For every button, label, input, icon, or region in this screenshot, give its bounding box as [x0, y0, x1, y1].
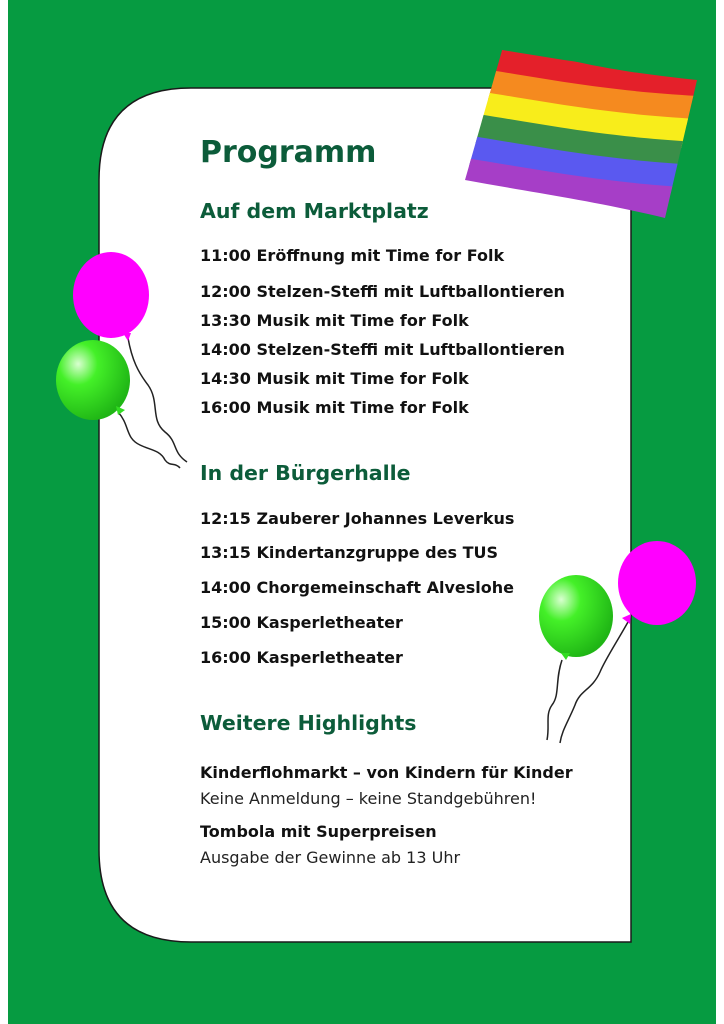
schedule-item: 16:00 Kasperletheater [200, 648, 403, 667]
schedule-item: 12:15 Zauberer Johannes Leverkus [200, 509, 515, 528]
highlight-text: Ausgabe der Gewinne ab 13 Uhr [200, 848, 461, 867]
schedule-item: 14:30 Musik mit Time for Folk [200, 369, 469, 388]
highlight-text: Keine Anmeldung – keine Standgebühren! [200, 789, 537, 808]
schedule-item: 12:00 Stelzen-Steffi mit Luftballontieren [200, 282, 565, 301]
page-title: Programm [200, 135, 377, 170]
section-heading-marktplatz: Auf dem Marktplatz [200, 199, 429, 223]
highlight-title: Tombola mit Superpreisen [200, 822, 437, 841]
schedule-item: 13:30 Musik mit Time for Folk [200, 311, 469, 330]
schedule-item: 16:00 Musik mit Time for Folk [200, 398, 469, 417]
schedule-item: 15:00 Kasperletheater [200, 613, 403, 632]
schedule-item: 13:15 Kindertanzgruppe des TUS [200, 543, 499, 562]
schedule-item: 14:00 Stelzen-Steffi mit Luftballontieren [200, 340, 565, 359]
schedule-item: 11:00 Eröffnung mit Time for Folk [200, 246, 505, 265]
section-heading-buergerhalle: In der Bürgerhalle [200, 461, 411, 485]
highlight-title: Kinderflohmarkt – von Kindern für Kinder [200, 763, 573, 782]
schedule-item: 14:00 Chorgemeinschaft Alveslohe [200, 578, 514, 597]
section-heading-highlights: Weitere Highlights [200, 711, 417, 735]
